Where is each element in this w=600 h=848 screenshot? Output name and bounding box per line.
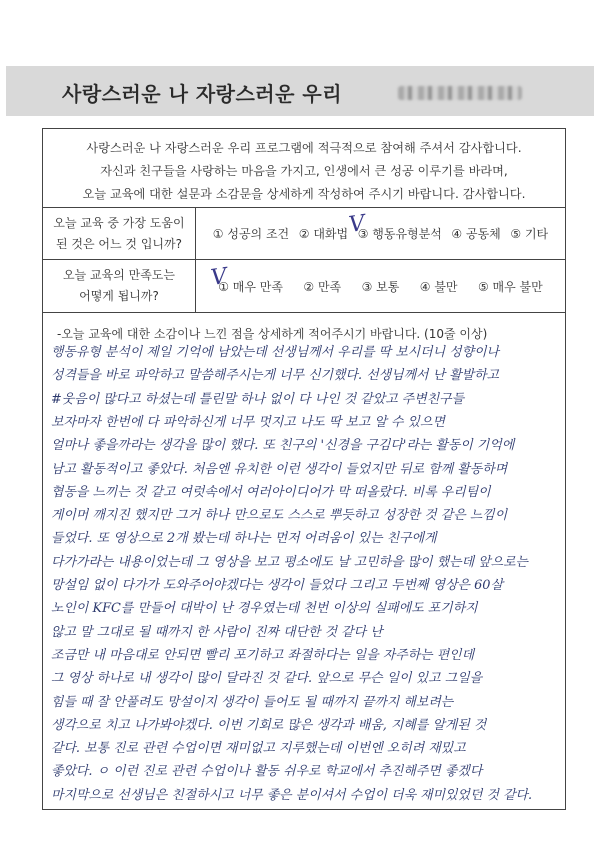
question-2-row — [43, 260, 565, 313]
essay-line: 남고 활동적이고 좋았다. 처음엔 유치한 이런 생각이 들었지만 뒤로 함께 활동하며 — [51, 461, 508, 477]
question-1-label — [43, 208, 196, 259]
survey-form — [42, 128, 566, 810]
q2-option-3[interactable]: ③ 보통 — [361, 279, 400, 294]
essay-prompt: -오늘 교육에 대한 소감이나 느낀 점을 상세하게 적어주시기 바랍니다. (10줄 이상) — [57, 327, 488, 341]
essay-line: 게이머 깨지진 했지만 그거 하나 만으로도 스스로 뿌듯하고 성장한 것 같은 느낌이 — [51, 508, 508, 524]
essay-line: 노인이 KFC를 만들어 대박이 난 경우였는데 천번 이상의 실패에도 포기하지 — [51, 601, 478, 617]
question-2-label — [43, 260, 196, 312]
question-2-label-line-2: 어떻게 됩니까? — [79, 289, 159, 303]
intro-line-1: 사랑스러운 나 자랑스러운 우리 프로그램에 적극적으로 참여해 주셔서 감사합니다. — [86, 141, 522, 155]
essay-line: 좋았다. ㅇ 이런 진로 관련 수업이나 활동 쉬우로 학교에서 추진해주면 좋겠다 — [51, 764, 483, 780]
question-2-options — [196, 260, 565, 312]
q1-option-2[interactable]: ② 대화법 — [298, 227, 349, 241]
q1-option-5[interactable]: ⑤ 기타 — [510, 227, 549, 241]
q1-option-3-label: ③ 행동유형분석 — [357, 227, 442, 241]
essay-line: 들었다. 또 영상으로 2개 봤는데 하나는 먼저 어려움이 있는 친구에게 — [51, 531, 437, 547]
intro-box — [43, 129, 565, 208]
essay-line: 망설임 없이 다가가 도와주어야겠다는 생각이 들었다 그리고 두번째 영상은 60살 — [51, 578, 503, 593]
q1-option-4[interactable]: ④ 공동체 — [451, 227, 501, 241]
q1-option-1[interactable]: ① 성공의 조건 — [212, 227, 290, 241]
essay-line: 생각으로 치고 나가봐야겠다. 이번 기회로 많은 생각과 배움, 지혜를 알게된 것 — [51, 717, 487, 733]
essay-line: 않고 말 그대로 될 때까지 한 사람이 진짜 대단한 것 같다 난 — [51, 624, 383, 640]
check-mark-icon: V — [347, 211, 367, 238]
question-1-row — [43, 208, 565, 260]
essay-line: 그 영상 하나로 내 생각이 많이 달라진 것 같다. 앞으로 무슨 일이 있고 그일을 — [51, 671, 483, 687]
q2-option-2[interactable]: ② 만족 — [303, 279, 342, 294]
question-2-label-line-1: 오늘 교육의 만족도는 — [63, 268, 175, 282]
page-title: 사랑스러운 나 자랑스러운 우리 — [62, 82, 343, 106]
check-mark-icon: V — [209, 263, 229, 291]
essay-line: 협동을 느끼는 것 같고 여럿속에서 여러아이디어가 막 떠올랐다. 비록 우리팀이 — [51, 484, 491, 500]
q2-option-1-label: ① 매우 만족 — [218, 279, 283, 294]
essay-line: 같다. 보통 진로 관련 수업이면 재미없고 지루했는데 이번엔 오히려 재밌고 — [51, 741, 466, 757]
intro-line-2: 자신과 친구들을 사랑하는 마음을 가지고, 인생에서 큰 성공 이루기를 바라며, — [100, 164, 508, 178]
essay-line: 보자마자 한번에 다 파악하신게 너무 멋지고 나도 딱 보고 알 수 있으면 — [51, 414, 445, 430]
essay-line: 행동유형 분석이 제일 기억에 남았는데 선생님께서 우리를 딱 보시더니 성향이나 — [51, 345, 499, 360]
essay-line: 다가가라는 내용이었는데 그 영상을 보고 평소에도 날 고민하을 많이 했는데 앞으로는 — [51, 554, 529, 570]
intro-line-3: 오늘 교육에 대한 설문과 소감문을 상세하게 작성하여 주시기 바랍니다. 감사합니다. — [82, 187, 526, 201]
question-1-label-line-2: 된 것은 어느 것 입니까? — [56, 236, 182, 251]
essay-answer-area[interactable] — [43, 341, 565, 807]
q2-option-1[interactable] — [209, 263, 283, 295]
q2-option-4[interactable]: ④ 불만 — [419, 279, 458, 294]
essay-line: 조금만 내 마음대로 안되면 빨리 포기하고 좌절하다는 일을 자주하는 편인데 — [51, 647, 475, 663]
essay-line: 마지막으로 선생님은 친절하시고 너무 좋은 분이셔서 수업이 더욱 재미있었던 것 같다. — [51, 787, 533, 803]
essay-line: 얼마나 좋을까라는 생각을 많이 했다. 또 친구의 '신경을 구김다'라는 활동이 기억에 — [51, 438, 515, 454]
essay-line: 힘들 때 잘 안풀려도 망설이지 생각이 들어도 될 때까지 끝까지 해보려는 — [51, 694, 454, 710]
question-1-options — [196, 208, 565, 259]
essay-line: 성격들을 바로 파악하고 말씀해주시는게 너무 신기했다. 선생님께서 난 활발하고 — [51, 368, 499, 384]
q2-option-5[interactable]: ⑤ 매우 불만 — [477, 279, 543, 294]
q1-option-3[interactable] — [347, 211, 442, 242]
essay-line: #웃음이 많다고 하셨는데 틀린말 하나 없이 다 나인 것 같았고 주변친구들 — [51, 391, 465, 407]
question-1-label-line-1: 오늘 교육 중 가장 도움이 — [53, 215, 185, 230]
redacted-name-mark — [398, 86, 522, 100]
